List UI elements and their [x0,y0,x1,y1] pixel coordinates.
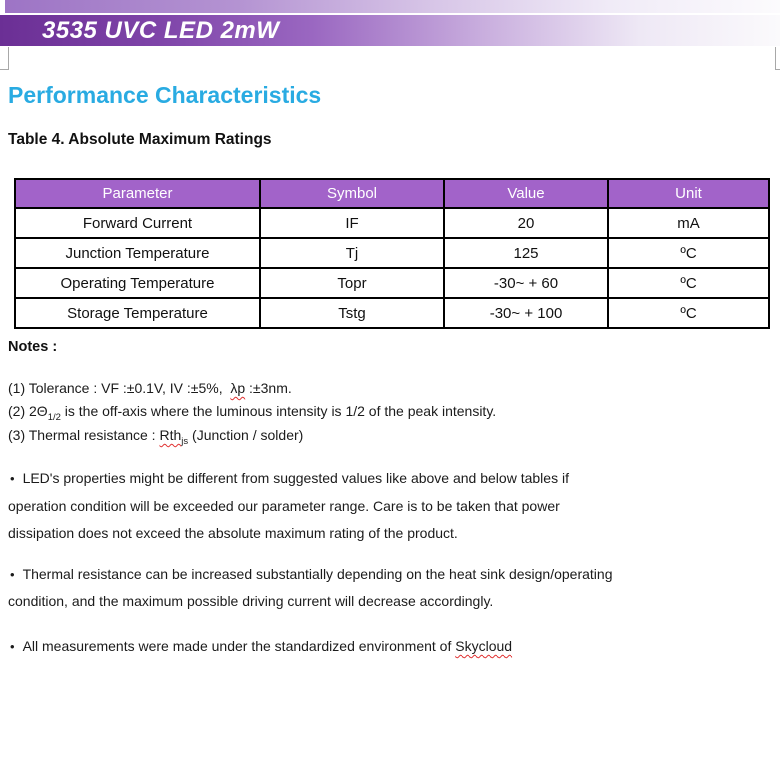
note-3-text-end: (Junction / solder) [188,427,304,443]
frame-corner-left-horizontal [0,69,9,70]
note-2-text: (2) 2Θ [8,403,48,419]
bullet-2-text: Thermal resistance can be increased substantially depending on the heat sink design/operating [22,566,613,582]
note-3-rth-subscript: js [181,435,189,447]
note-3-text: (3) Thermal resistance : [8,427,160,443]
col-header-unit: Unit [608,179,769,208]
table-row [15,268,769,298]
cell-parameter: Storage Temperature [15,298,260,328]
note-2 [8,401,496,421]
col-header-symbol: Symbol [260,179,444,208]
col-header-parameter: Parameter [15,179,260,208]
note-3-rth: Rth [159,427,182,443]
note-1-text: (1) Tolerance : VF :±0.1V, IV :±5%, [8,380,231,396]
bullet-1-line-3: dissipation does not exceed the absolute maximum rating of the product. [8,525,458,541]
cell-value: -30~ + 60 [444,268,608,298]
cell-unit: ºC [608,298,769,328]
cell-symbol: IF [260,208,444,238]
bullet-icon: • [10,567,15,582]
bullet-3-line-1 [8,636,512,657]
cell-symbol: Tstg [260,298,444,328]
frame-corner-left-vertical [8,47,9,69]
cell-symbol: Tj [260,238,444,268]
note-1-misspelled-word: λp [230,380,246,396]
table-row [15,298,769,328]
bullet-1-line-2: operation condition will be exceeded our parameter range. Care is to be taken that power [8,498,560,514]
frame-corner-right-horizontal [775,69,780,70]
cell-unit: ºC [608,238,769,268]
note-2-text-end: is the off-axis where the luminous intensity is 1/2 of the peak intensity. [60,403,497,419]
bullet-2-line-2: condition, and the maximum possible driving current will decrease accordingly. [8,593,494,609]
table-header-row [15,179,769,208]
section-title: Performance Characteristics [8,82,322,108]
abs-max-ratings-table [14,178,770,329]
note-2-subscript: 1/2 [47,411,61,423]
cell-value: 125 [444,238,608,268]
bullet-3-misspelled-word: Skycloud [455,638,513,654]
cell-unit: ºC [608,268,769,298]
table-row [15,238,769,268]
banner-top-stripe [5,0,780,13]
bullet-2-line-1 [8,564,613,585]
cell-unit: mA [608,208,769,238]
note-1-text-end: :±3nm. [245,380,292,396]
banner-band [0,15,780,46]
table-row [15,208,769,238]
note-3-misspelled-word [159,427,189,447]
bullet-3-text: All measurements were made under the standardized environment of [22,638,456,654]
bullet-icon: • [10,471,15,486]
bullet-1-text: LED's properties might be different from suggested values like above and below tables if [22,470,569,486]
cell-parameter: Junction Temperature [15,238,260,268]
cell-symbol: Topr [260,268,444,298]
note-1 [8,378,292,398]
product-title: 3535 UVC LED 2mW [42,17,280,44]
notes-title: Notes : [8,339,58,355]
cell-parameter: Operating Temperature [15,268,260,298]
col-header-value: Value [444,179,608,208]
frame-corner-right-vertical [775,47,776,69]
bullet-1-line-1 [8,468,569,489]
cell-parameter: Forward Current [15,208,260,238]
note-3 [8,425,303,445]
bullet-icon: • [10,639,15,654]
table-caption: Table 4. Absolute Maximum Ratings [8,131,272,148]
cell-value: 20 [444,208,608,238]
cell-value: -30~ + 100 [444,298,608,328]
